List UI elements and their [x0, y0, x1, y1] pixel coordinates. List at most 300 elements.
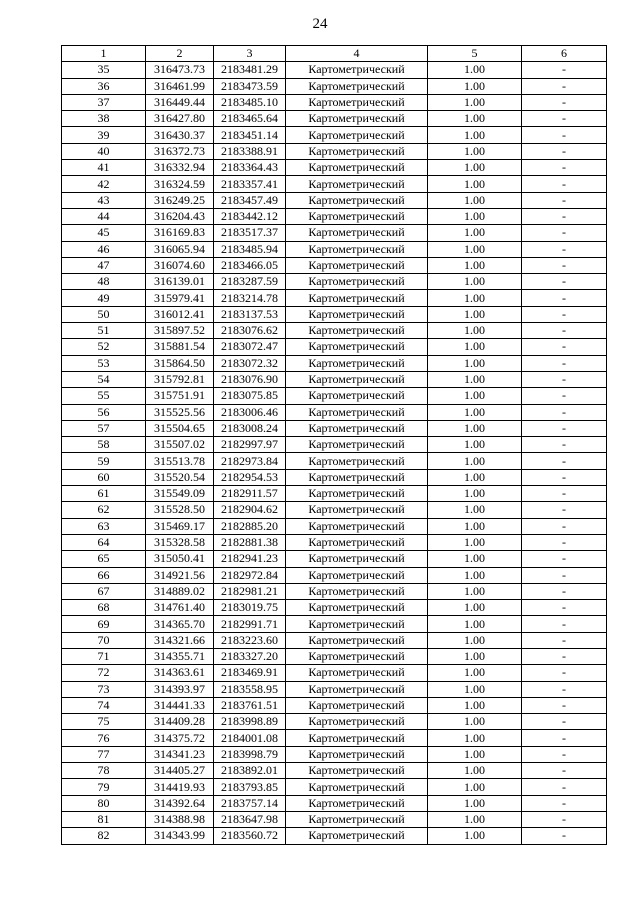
accuracy-cell: 1.00	[428, 160, 522, 176]
x-coordinate-cell: 315751.91	[146, 388, 214, 404]
accuracy-cell: 1.00	[428, 583, 522, 599]
y-coordinate-cell: 2183008.24	[214, 420, 286, 436]
point-number-cell: 45	[62, 225, 146, 241]
accuracy-cell: 1.00	[428, 486, 522, 502]
x-coordinate-cell: 314921.56	[146, 567, 214, 583]
y-coordinate-cell: 2183560.72	[214, 828, 286, 844]
table-row	[62, 763, 607, 779]
table-row	[62, 241, 607, 257]
accuracy-cell: 1.00	[428, 355, 522, 371]
method-cell: Картометрический	[286, 143, 428, 159]
point-number-cell: 42	[62, 176, 146, 192]
note-cell: -	[522, 208, 607, 224]
accuracy-cell: 1.00	[428, 176, 522, 192]
note-cell: -	[522, 127, 607, 143]
y-coordinate-cell: 2183364.43	[214, 160, 286, 176]
x-coordinate-cell: 315520.54	[146, 469, 214, 485]
point-number-cell: 65	[62, 551, 146, 567]
point-number-cell: 37	[62, 94, 146, 110]
table-header-row	[62, 46, 607, 62]
point-number-cell: 35	[62, 62, 146, 78]
y-coordinate-cell: 2183517.37	[214, 225, 286, 241]
accuracy-cell: 1.00	[428, 437, 522, 453]
x-coordinate-cell: 315864.50	[146, 355, 214, 371]
point-number-cell: 75	[62, 714, 146, 730]
method-cell: Картометрический	[286, 648, 428, 664]
y-coordinate-cell: 2183465.64	[214, 111, 286, 127]
x-coordinate-cell: 314343.99	[146, 828, 214, 844]
method-cell: Картометрический	[286, 534, 428, 550]
table-row	[62, 225, 607, 241]
x-coordinate-cell: 314409.28	[146, 714, 214, 730]
accuracy-cell: 1.00	[428, 420, 522, 436]
table-row	[62, 616, 607, 632]
y-coordinate-cell: 2183481.29	[214, 62, 286, 78]
y-coordinate-cell: 2183466.05	[214, 257, 286, 273]
accuracy-cell: 1.00	[428, 795, 522, 811]
point-number-cell: 70	[62, 632, 146, 648]
method-cell: Картометрический	[286, 502, 428, 518]
note-cell: -	[522, 632, 607, 648]
table-row	[62, 355, 607, 371]
method-cell: Картометрический	[286, 290, 428, 306]
point-number-cell: 58	[62, 437, 146, 453]
point-number-cell: 53	[62, 355, 146, 371]
y-coordinate-cell: 2183442.12	[214, 208, 286, 224]
column-header: 5	[428, 46, 522, 62]
y-coordinate-cell: 2183998.79	[214, 746, 286, 762]
method-cell: Картометрический	[286, 192, 428, 208]
method-cell: Картометрический	[286, 600, 428, 616]
table-row	[62, 730, 607, 746]
table-row	[62, 274, 607, 290]
note-cell: -	[522, 176, 607, 192]
accuracy-cell: 1.00	[428, 551, 522, 567]
table-body	[62, 62, 607, 844]
y-coordinate-cell: 2183998.89	[214, 714, 286, 730]
column-header: 3	[214, 46, 286, 62]
y-coordinate-cell: 2182981.21	[214, 583, 286, 599]
accuracy-cell: 1.00	[428, 681, 522, 697]
accuracy-cell: 1.00	[428, 746, 522, 762]
x-coordinate-cell: 315504.65	[146, 420, 214, 436]
note-cell: -	[522, 795, 607, 811]
point-number-cell: 81	[62, 811, 146, 827]
table-row	[62, 714, 607, 730]
method-cell: Картометрический	[286, 404, 428, 420]
accuracy-cell: 1.00	[428, 828, 522, 844]
table-row	[62, 94, 607, 110]
x-coordinate-cell: 314392.64	[146, 795, 214, 811]
note-cell: -	[522, 763, 607, 779]
accuracy-cell: 1.00	[428, 78, 522, 94]
table-row	[62, 143, 607, 159]
accuracy-cell: 1.00	[428, 632, 522, 648]
method-cell: Картометрический	[286, 453, 428, 469]
note-cell: -	[522, 518, 607, 534]
x-coordinate-cell: 314761.40	[146, 600, 214, 616]
x-coordinate-cell: 315525.56	[146, 404, 214, 420]
accuracy-cell: 1.00	[428, 730, 522, 746]
method-cell: Картометрический	[286, 763, 428, 779]
accuracy-cell: 1.00	[428, 111, 522, 127]
x-coordinate-cell: 316427.80	[146, 111, 214, 127]
y-coordinate-cell: 2182881.38	[214, 534, 286, 550]
y-coordinate-cell: 2183137.53	[214, 306, 286, 322]
note-cell: -	[522, 730, 607, 746]
accuracy-cell: 1.00	[428, 648, 522, 664]
y-coordinate-cell: 2183793.85	[214, 779, 286, 795]
table-row	[62, 257, 607, 273]
table-row	[62, 648, 607, 664]
method-cell: Картометрический	[286, 811, 428, 827]
note-cell: -	[522, 371, 607, 387]
accuracy-cell: 1.00	[428, 502, 522, 518]
point-number-cell: 51	[62, 323, 146, 339]
table-row	[62, 323, 607, 339]
point-number-cell: 68	[62, 600, 146, 616]
point-number-cell: 77	[62, 746, 146, 762]
method-cell: Картометрический	[286, 795, 428, 811]
point-number-cell: 46	[62, 241, 146, 257]
note-cell: -	[522, 62, 607, 78]
accuracy-cell: 1.00	[428, 290, 522, 306]
note-cell: -	[522, 257, 607, 273]
note-cell: -	[522, 274, 607, 290]
y-coordinate-cell: 2183075.85	[214, 388, 286, 404]
method-cell: Картометрический	[286, 746, 428, 762]
x-coordinate-cell: 316461.99	[146, 78, 214, 94]
coordinates-table	[61, 45, 607, 845]
point-number-cell: 50	[62, 306, 146, 322]
x-coordinate-cell: 315528.50	[146, 502, 214, 518]
method-cell: Картометрический	[286, 257, 428, 273]
method-cell: Картометрический	[286, 714, 428, 730]
y-coordinate-cell: 2183076.90	[214, 371, 286, 387]
note-cell: -	[522, 323, 607, 339]
x-coordinate-cell: 316169.83	[146, 225, 214, 241]
x-coordinate-cell: 316324.59	[146, 176, 214, 192]
method-cell: Картометрический	[286, 681, 428, 697]
accuracy-cell: 1.00	[428, 306, 522, 322]
x-coordinate-cell: 314419.93	[146, 779, 214, 795]
table-row	[62, 779, 607, 795]
table-row	[62, 697, 607, 713]
y-coordinate-cell: 2183327.20	[214, 648, 286, 664]
method-cell: Картометрический	[286, 176, 428, 192]
y-coordinate-cell: 2183072.32	[214, 355, 286, 371]
table-row	[62, 632, 607, 648]
x-coordinate-cell: 315050.41	[146, 551, 214, 567]
note-cell: -	[522, 648, 607, 664]
method-cell: Картометрический	[286, 583, 428, 599]
x-coordinate-cell: 315881.54	[146, 339, 214, 355]
point-number-cell: 41	[62, 160, 146, 176]
table-row	[62, 583, 607, 599]
method-cell: Картометрический	[286, 616, 428, 632]
method-cell: Картометрический	[286, 665, 428, 681]
column-header: 6	[522, 46, 607, 62]
accuracy-cell: 1.00	[428, 208, 522, 224]
method-cell: Картометрический	[286, 78, 428, 94]
method-cell: Картометрический	[286, 567, 428, 583]
x-coordinate-cell: 315979.41	[146, 290, 214, 306]
method-cell: Картометрический	[286, 339, 428, 355]
table-row	[62, 534, 607, 550]
table-row	[62, 486, 607, 502]
x-coordinate-cell: 315549.09	[146, 486, 214, 502]
table-row	[62, 828, 607, 844]
table-row	[62, 567, 607, 583]
method-cell: Картометрический	[286, 632, 428, 648]
x-coordinate-cell: 316139.01	[146, 274, 214, 290]
note-cell: -	[522, 583, 607, 599]
point-number-cell: 82	[62, 828, 146, 844]
point-number-cell: 63	[62, 518, 146, 534]
note-cell: -	[522, 94, 607, 110]
accuracy-cell: 1.00	[428, 714, 522, 730]
table-row	[62, 111, 607, 127]
point-number-cell: 61	[62, 486, 146, 502]
table-row	[62, 78, 607, 94]
method-cell: Картометрический	[286, 225, 428, 241]
y-coordinate-cell: 2183072.47	[214, 339, 286, 355]
method-cell: Картометрический	[286, 62, 428, 78]
y-coordinate-cell: 2183469.91	[214, 665, 286, 681]
method-cell: Картометрический	[286, 241, 428, 257]
accuracy-cell: 1.00	[428, 143, 522, 159]
method-cell: Картометрический	[286, 828, 428, 844]
accuracy-cell: 1.00	[428, 192, 522, 208]
method-cell: Картометрический	[286, 371, 428, 387]
x-coordinate-cell: 314363.61	[146, 665, 214, 681]
point-number-cell: 49	[62, 290, 146, 306]
note-cell: -	[522, 828, 607, 844]
table-row	[62, 551, 607, 567]
table-row	[62, 502, 607, 518]
y-coordinate-cell: 2183485.10	[214, 94, 286, 110]
x-coordinate-cell: 315513.78	[146, 453, 214, 469]
accuracy-cell: 1.00	[428, 518, 522, 534]
method-cell: Картометрический	[286, 274, 428, 290]
note-cell: -	[522, 469, 607, 485]
y-coordinate-cell: 2183214.78	[214, 290, 286, 306]
x-coordinate-cell: 316012.41	[146, 306, 214, 322]
note-cell: -	[522, 453, 607, 469]
accuracy-cell: 1.00	[428, 339, 522, 355]
table-row	[62, 127, 607, 143]
note-cell: -	[522, 143, 607, 159]
method-cell: Картометрический	[286, 486, 428, 502]
point-number-cell: 47	[62, 257, 146, 273]
accuracy-cell: 1.00	[428, 257, 522, 273]
point-number-cell: 40	[62, 143, 146, 159]
point-number-cell: 43	[62, 192, 146, 208]
note-cell: -	[522, 779, 607, 795]
accuracy-cell: 1.00	[428, 323, 522, 339]
x-coordinate-cell: 314365.70	[146, 616, 214, 632]
note-cell: -	[522, 111, 607, 127]
note-cell: -	[522, 306, 607, 322]
y-coordinate-cell: 2182972.84	[214, 567, 286, 583]
note-cell: -	[522, 388, 607, 404]
accuracy-cell: 1.00	[428, 404, 522, 420]
y-coordinate-cell: 2183757.14	[214, 795, 286, 811]
point-number-cell: 74	[62, 697, 146, 713]
point-number-cell: 55	[62, 388, 146, 404]
method-cell: Картометрический	[286, 518, 428, 534]
point-number-cell: 64	[62, 534, 146, 550]
accuracy-cell: 1.00	[428, 779, 522, 795]
method-cell: Картометрический	[286, 697, 428, 713]
column-header: 1	[62, 46, 146, 62]
accuracy-cell: 1.00	[428, 469, 522, 485]
point-number-cell: 52	[62, 339, 146, 355]
x-coordinate-cell: 316249.25	[146, 192, 214, 208]
table-row	[62, 811, 607, 827]
point-number-cell: 66	[62, 567, 146, 583]
table-row	[62, 62, 607, 78]
point-number-cell: 54	[62, 371, 146, 387]
method-cell: Картометрический	[286, 420, 428, 436]
x-coordinate-cell: 315897.52	[146, 323, 214, 339]
accuracy-cell: 1.00	[428, 600, 522, 616]
x-coordinate-cell: 314405.27	[146, 763, 214, 779]
method-cell: Картометрический	[286, 730, 428, 746]
accuracy-cell: 1.00	[428, 763, 522, 779]
accuracy-cell: 1.00	[428, 665, 522, 681]
point-number-cell: 71	[62, 648, 146, 664]
note-cell: -	[522, 404, 607, 420]
x-coordinate-cell: 315328.58	[146, 534, 214, 550]
y-coordinate-cell: 2183761.51	[214, 697, 286, 713]
table-row	[62, 518, 607, 534]
note-cell: -	[522, 567, 607, 583]
point-number-cell: 38	[62, 111, 146, 127]
accuracy-cell: 1.00	[428, 534, 522, 550]
note-cell: -	[522, 502, 607, 518]
x-coordinate-cell: 316332.94	[146, 160, 214, 176]
table-row	[62, 160, 607, 176]
x-coordinate-cell: 315507.02	[146, 437, 214, 453]
point-number-cell: 72	[62, 665, 146, 681]
note-cell: -	[522, 355, 607, 371]
y-coordinate-cell: 2183006.46	[214, 404, 286, 420]
accuracy-cell: 1.00	[428, 274, 522, 290]
y-coordinate-cell: 2183558.95	[214, 681, 286, 697]
note-cell: -	[522, 241, 607, 257]
table-row	[62, 192, 607, 208]
method-cell: Картометрический	[286, 355, 428, 371]
y-coordinate-cell: 2182941.23	[214, 551, 286, 567]
point-number-cell: 39	[62, 127, 146, 143]
y-coordinate-cell: 2183287.59	[214, 274, 286, 290]
table-row	[62, 746, 607, 762]
method-cell: Картометрический	[286, 551, 428, 567]
point-number-cell: 76	[62, 730, 146, 746]
table-row	[62, 388, 607, 404]
note-cell: -	[522, 486, 607, 502]
x-coordinate-cell: 315792.81	[146, 371, 214, 387]
method-cell: Картометрический	[286, 208, 428, 224]
note-cell: -	[522, 420, 607, 436]
point-number-cell: 60	[62, 469, 146, 485]
note-cell: -	[522, 746, 607, 762]
point-number-cell: 73	[62, 681, 146, 697]
table-row	[62, 176, 607, 192]
note-cell: -	[522, 600, 607, 616]
y-coordinate-cell: 2182973.84	[214, 453, 286, 469]
table-row	[62, 665, 607, 681]
accuracy-cell: 1.00	[428, 388, 522, 404]
column-header: 4	[286, 46, 428, 62]
method-cell: Картометрический	[286, 323, 428, 339]
y-coordinate-cell: 2183076.62	[214, 323, 286, 339]
note-cell: -	[522, 697, 607, 713]
x-coordinate-cell: 316449.44	[146, 94, 214, 110]
x-coordinate-cell: 315469.17	[146, 518, 214, 534]
table-row	[62, 306, 607, 322]
method-cell: Картометрический	[286, 160, 428, 176]
accuracy-cell: 1.00	[428, 811, 522, 827]
y-coordinate-cell: 2182997.97	[214, 437, 286, 453]
accuracy-cell: 1.00	[428, 94, 522, 110]
note-cell: -	[522, 160, 607, 176]
method-cell: Картометрический	[286, 127, 428, 143]
method-cell: Картометрический	[286, 388, 428, 404]
table-row	[62, 795, 607, 811]
note-cell: -	[522, 78, 607, 94]
y-coordinate-cell: 2184001.08	[214, 730, 286, 746]
x-coordinate-cell: 314321.66	[146, 632, 214, 648]
y-coordinate-cell: 2182904.62	[214, 502, 286, 518]
table-row	[62, 404, 607, 420]
accuracy-cell: 1.00	[428, 616, 522, 632]
note-cell: -	[522, 225, 607, 241]
accuracy-cell: 1.00	[428, 127, 522, 143]
x-coordinate-cell: 314341.23	[146, 746, 214, 762]
method-cell: Картометрический	[286, 306, 428, 322]
y-coordinate-cell: 2183647.98	[214, 811, 286, 827]
accuracy-cell: 1.00	[428, 567, 522, 583]
point-number-cell: 78	[62, 763, 146, 779]
column-header: 2	[146, 46, 214, 62]
accuracy-cell: 1.00	[428, 453, 522, 469]
note-cell: -	[522, 290, 607, 306]
note-cell: -	[522, 437, 607, 453]
table-row	[62, 469, 607, 485]
page-number: 24	[312, 16, 328, 32]
table-row	[62, 453, 607, 469]
note-cell: -	[522, 339, 607, 355]
method-cell: Картометрический	[286, 779, 428, 795]
x-coordinate-cell: 314375.72	[146, 730, 214, 746]
table-row	[62, 437, 607, 453]
x-coordinate-cell: 314355.71	[146, 648, 214, 664]
x-coordinate-cell: 316204.43	[146, 208, 214, 224]
y-coordinate-cell: 2183019.75	[214, 600, 286, 616]
point-number-cell: 48	[62, 274, 146, 290]
note-cell: -	[522, 551, 607, 567]
y-coordinate-cell: 2183457.49	[214, 192, 286, 208]
y-coordinate-cell: 2183357.41	[214, 176, 286, 192]
y-coordinate-cell: 2183388.91	[214, 143, 286, 159]
table-row	[62, 420, 607, 436]
x-coordinate-cell: 316430.37	[146, 127, 214, 143]
x-coordinate-cell: 314441.33	[146, 697, 214, 713]
y-coordinate-cell: 2183223.60	[214, 632, 286, 648]
accuracy-cell: 1.00	[428, 371, 522, 387]
